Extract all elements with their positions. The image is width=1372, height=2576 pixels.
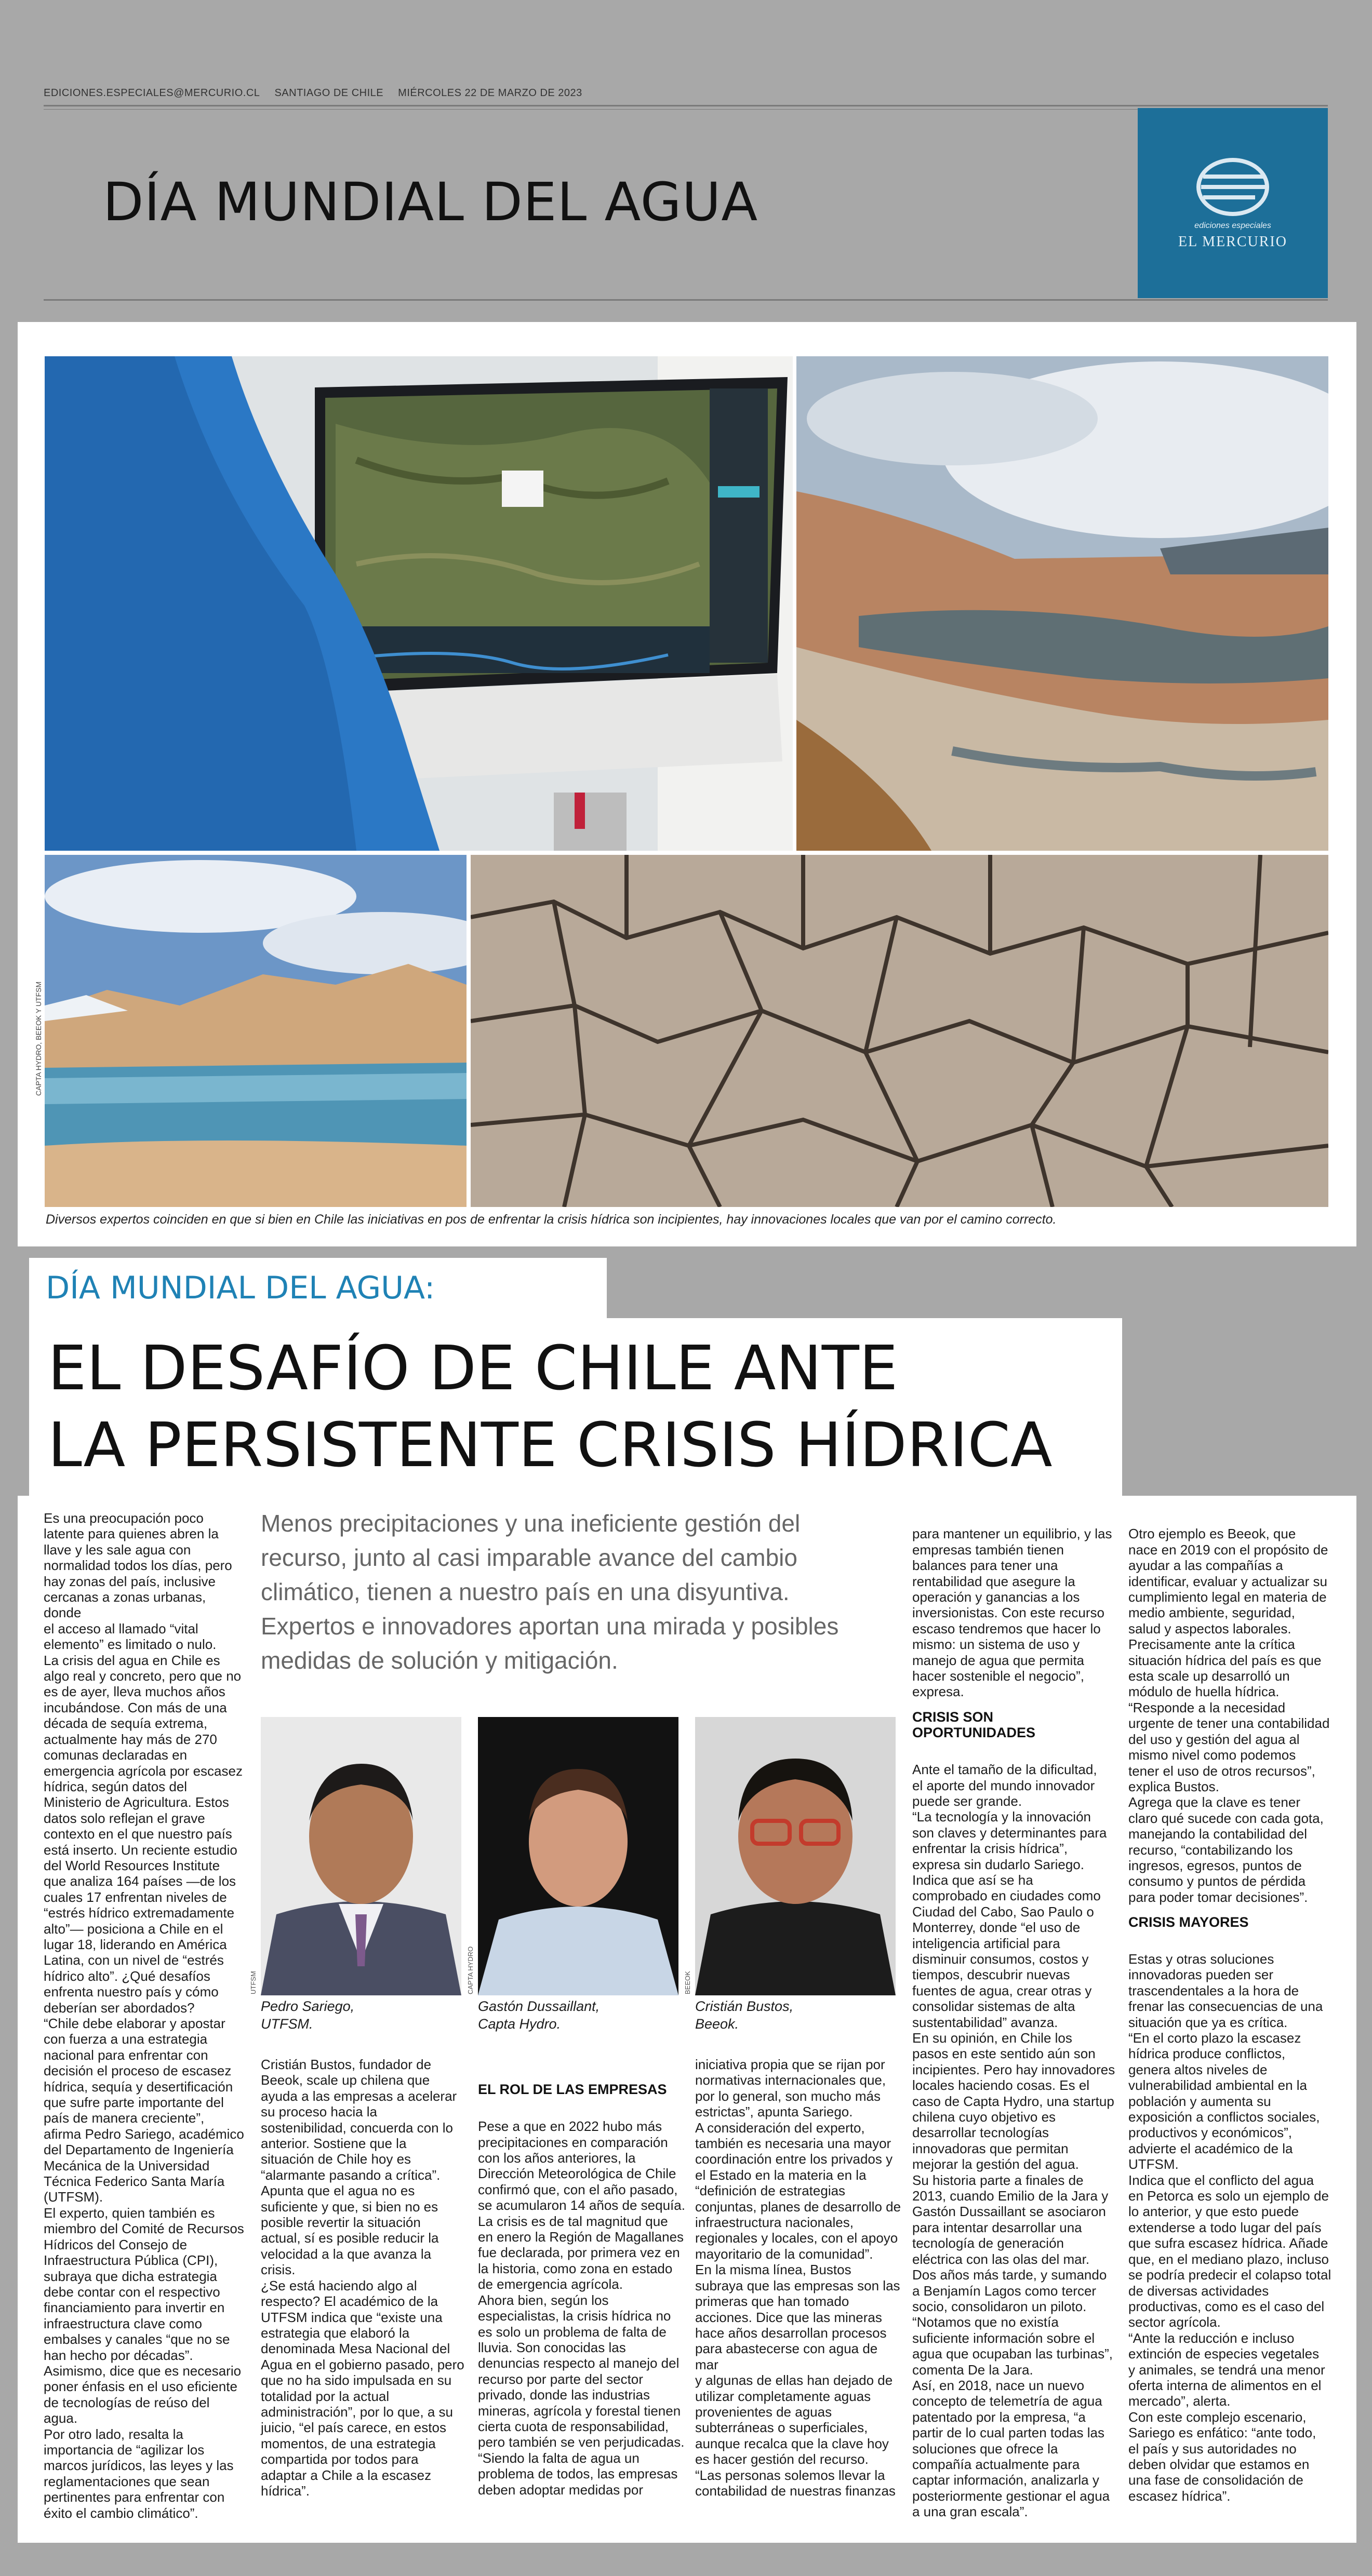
headline-line-1: EL DESAFÍO DE CHILE ANTE <box>48 1332 898 1404</box>
mountain-lake-photo <box>45 855 467 1207</box>
logo-subtitle: ediciones especiales <box>1194 221 1271 230</box>
article-column-1: Es una preocupación poco latente para quienes abren la llave y les sale agua con normalidad todos los días, pero hay zonas del país, inclusive cercanas a zonas urbanas, donde el acceso al llamado “vital elemento” es limitado o nulo. La crisis del agua en Chile es algo real y concreto, pero que no es de ayer, lleva muchos años incubándose. Con más de una década de sequía extrema, actualmente hay más de 270 comunas declaradas en emergencia agrícola por escasez hídrica, según datos del Ministerio de Agricultura. Estos datos solo reflejan el grave contexto en el que nuestro país está inserto. Un reciente estudio del World Resources Institute que analiza 164 países —de los cuales 17 enfrentan niveles de “estrés hídrico extremadamente alto”— posiciona a Chile en el lugar 18, liderando en América Latina, con un nivel de “estrés hídrico alto”. ¿Qué desafíos enfrenta nuestro país y cómo deberían ser abordados? “Chile debe elaborar y apostar con fuerza a una estrategia nacional para enfrentar con decisión el proceso de escasez hídrica, sequía y desertificación que sufre parte importante del país de manera creciente”, afirma Pedro Sariego, académico del Departamento de Ingeniería Mecánica de la Universidad Técnica Federico Santa María (UTFSM). El experto, quien también es miembro del Comité de Recursos Hídricos del Consejo de Infraestructura Pública (CPI), subraya que dicha estrategia debe contar con el respectivo financiamiento para invertir en infraestructura clave como embalses y canales “que no se han hecho por décadas”. Asimismo, dice que es necesario poner énfasis en el uso eficiente de tecnologías de reúso del agua. Por otro lado, resalta la importancia de “agilizar los marcos jurídicos, las leyes y las reglamentaciones que sean pertinentes para enfrentar con éxito el cambio climático”. <box>44 1510 244 2521</box>
portrait-credit-2: CAPTA HYDRO <box>467 1946 474 1994</box>
portrait-credit-1: UTFSM <box>249 1971 257 1994</box>
dateline <box>44 87 594 99</box>
article-column-5-text-a: para mantener un equilibrio, y las empresas también tienen balances para tener una rentabilidad que asegure la operación y ganancias a los inversionistas. Con este recurso escaso tendremos que hacer lo mismo: un sistema de uso y manejo de agua que permita hacer sostenible el negocio”, expresa. <box>912 1526 1112 1700</box>
article-column-3-text: Pese a que en 2022 hubo más precipitaciones en comparación con los años anteriores, la Dirección Meteorológica de Chile confirmó que, con el año pasado, se acumularon 14 años de sequía. La crisis es de tal magnitud que en enero la Región de Magallanes fue declarada, por primera vez en la historia, como zona en estado de emergencia agrícola. Ahora bien, según los especialistas, la crisis hídrica no es solo un problema de falta de lluvia. Son conocidas las denuncias respecto al manejo del recurso por parte del sector privado, donde las industrias mineras, agrícola y forestal tienen cierta cuota de responsabilidad, pero también se ven perjudicadas. “Siendo la falta de agua un problema de todos, las empresas deben adoptar medidas por <box>478 2118 685 2498</box>
article-column-3 <box>478 2057 686 2498</box>
portrait-credit-3: BEEOK <box>684 1971 691 1994</box>
article-column-5-text-b: Ante el tamaño de la dificultad, el aporte del mundo innovador puede ser grande. “La tecnología y la innovación son claves y determinantes para enfrentar la crisis hídrica”, expresa sin dudarlo Sariego. Indica que así se ha comprobado en ciudades como Ciudad del Cabo, Sao Paulo o Monterrey, donde “el uso de inteligencia artificial para disminuir consumos, costos y tiempos, descubrir nuevas fuentes de agua, crear otras y consolidar sistemas de alta sustentabilidad” avanza. En su opinión, en Chile los pasos en este sentido aún son incipientes. Pero hay innovadores locales haciendo cosas. Es el caso de Capta Hydro, una startup chilena cuyo objetivo es desarrollar tecnologías innovadoras que permitan mejorar la gestión del agua. Su historia parte a finales de 2013, cuando Emilio de la Jara y Gastón Dussaillant se asociaron para intentar desarrollar una tecnología de generación eléctrica con las olas del mar. Dos años más tarde, y sumando a Benjamín Lagos como tercer socio, consolidaron un piloto. “Notamos que no existía suficiente información sobre el agua que ocupaban las turbinas”, comenta De la Jara. Así, en 2018, nace un nuevo concepto de telemetría de agua patentado por la empresa, “a partir de lo cual parten todas las soluciones que ofrece la compañía actualmente para captar información, analizarla y posteriormente gestionar el agua a una gran escala”. <box>912 1762 1115 2520</box>
dateline-date: MIÉRCOLES 22 DE MARZO DE 2023 <box>398 87 582 99</box>
article-headline <box>48 1330 1053 1483</box>
dateline-email[interactable]: EDICIONES.ESPECIALES@MERCURIO.CL <box>44 87 260 99</box>
portrait-caption-3 <box>695 1997 793 2033</box>
portrait-1-name: Pedro Sariego, <box>261 1998 355 2014</box>
portrait-bustos <box>695 1717 896 1995</box>
portrait-sariego <box>261 1717 461 1995</box>
photo-caption: Diversos expertos coinciden en que si bien en Chile las iniciativas en pos de enfrentar la crisis hídrica son incipientes, hay innovaciones locales que van por el camino correcto. <box>46 1212 1057 1227</box>
lake-illustration <box>45 855 467 1207</box>
headline-line-2: LA PERSISTENTE CRISIS HÍDRICA <box>48 1409 1053 1481</box>
heading-crisis-mayores: CRISIS MAYORES <box>1128 1914 1249 1930</box>
portrait-3-name: Cristián Bustos, <box>695 1998 794 2014</box>
portrait-sariego-image <box>261 1717 461 1995</box>
heading-rol-empresas: EL ROL DE LAS EMPRESAS <box>478 2082 667 2098</box>
logo-name: EL MERCURIO <box>1178 234 1287 250</box>
portrait-3-org: Beeok. <box>695 2016 739 2032</box>
article-kicker: DÍA MUNDIAL DEL AGUA: <box>46 1270 435 1306</box>
el-mercurio-logo[interactable] <box>1138 108 1328 298</box>
portrait-2-name: Gastón Dussaillant, <box>478 1998 600 2014</box>
dateline-city: SANTIAGO DE CHILE <box>274 87 384 99</box>
portrait-caption-2 <box>478 1997 600 2033</box>
photo-credit: CAPTA HYDRO, BEEOK Y UTFSM <box>34 981 43 1096</box>
portrait-2-org: Capta Hydro. <box>478 2016 561 2032</box>
top-rule-thin <box>44 109 1328 110</box>
portrait-caption-1 <box>261 1997 354 2033</box>
section-title: DÍA MUNDIAL DEL AGUA <box>103 171 758 233</box>
portrait-1-org: UTFSM. <box>261 2016 313 2032</box>
cracked-earth-illustration <box>471 855 1328 1207</box>
monitor-photo <box>45 356 793 851</box>
heading-crisis-oportunidades: CRISIS SON OPORTUNIDADES <box>912 1709 1036 1741</box>
cracked-earth-photo <box>471 855 1328 1207</box>
top-rule <box>44 105 1328 106</box>
article-column-5 <box>912 1510 1120 2520</box>
article-column-6 <box>1128 1510 1336 2504</box>
portrait-dussaillant-image <box>478 1717 678 1995</box>
logo-e-icon <box>1194 156 1272 218</box>
monitor-illustration <box>45 356 793 851</box>
portrait-dussaillant <box>478 1717 678 1995</box>
article-column-4: iniciativa propia que se rijan por normativas internacionales que, por lo general, son mucho más estrictas”, apunta Sariego. A consideración del experto, también es necesaria una mayor coordinación entre los privados y el Estado en la materia en la “definición de estrategias conjuntas, planes de desarrollo de infraestructura nacionales, regionales y locales, con el apoyo mayoritario de la comunidad”. En la misma línea, Bustos subraya que las empresas son las primeras que han tomado acciones. Dice que las mineras hace años desarrollan procesos para abastecerse con agua de mar y algunas de ellas han dejado de utilizar completamente aguas provenientes de aguas subterráneas o superficiales, aunque recalca que la clave hoy es hacer gestión del recurso. “Las personas solemos llevar la contabilidad de nuestras finanzas <box>695 2057 901 2499</box>
reservoir-illustration <box>796 356 1328 851</box>
dry-reservoir-photo <box>796 356 1328 851</box>
article-column-6-text-a: Otro ejemplo es Beeok, que nace en 2019 con el propósito de ayudar a las compañías a identificar, evaluar y actualizar su cumplimiento legal en materia de medio ambiente, seguridad, salud y aspectos laborales. Precisamente ante la crítica situación hídrica del país es que esta scale up desarrolló un módulo de huella hídrica. “Responde a la necesidad urgente de tener una contabilidad del uso y gestión del agua al mismo nivel como podemos tener el uso de otros recursos”, explica Bustos. Agrega que la clave es tener claro qué sucede con cada gota, manejando la contabilidad del recurso, “contabilizando los ingresos, egresos, puntos de consumo y puntos de pérdida para poder tomar decisiones”. <box>1128 1526 1330 1905</box>
article-lead: Menos precipitaciones y una ineficiente gestión del recurso, junto al casi imparable avance del cambio climático, tienen a nuestro país en una disyuntiva. Expertos e innovadores aportan una mirada y posibles medidas de solución y mitigación. <box>261 1510 839 1674</box>
article-column-6-text-b: Estas y otras soluciones innovadoras pueden ser trascendentales a la hora de frenar las consecuencias de una situación que ya es crítica. “En el corto plazo la escasez hídrica produce conflictos, genera altos niveles de vulnerabilidad ambiental en la población y aumenta su exposición a conflictos sociales, productivos y económicos”, advierte el académico de la UTFSM. Indica que el conflicto del agua en Petorca es solo un ejemplo de lo anterior, y que esto puede extenderse a todo lugar del país que sufra escasez hídrica. Añade que, en el mediano plazo, incluso se podría predecir el colapso total de diversas actividades productivas, como es el caso del sector agrícola. “Ante la reducción e incluso extinción de especies vegetales y animales, se tendrá una menor oferta interna de alimentos en el mercado”, alerta. Con este complejo escenario, Sariego es enfático: “ante todo, el país y sus autoridades no deben olvidar que estamos en una fase de consolidación de escasez hídrica”. <box>1128 1951 1331 2504</box>
article-column-2: Cristián Bustos, fundador de Beeok, scale up chilena que ayuda a las empresas a acelerar su proceso hacia la sostenibilidad, concuerda con lo anterior. Sostiene que la situación de Chile hoy es “alarmante pasando a crítica”. Apunta que el agua no es suficiente y que, si bien no es posible revertir la situación actual, sí es posible reducir la velocidad a la que avanza la crisis. ¿Se está haciendo algo al respecto? El académico de la UTFSM indica que “existe una estrategia que elaboró la denominada Mesa Nacional del Agua en el gobierno pasado, pero que no ha sido impulsada en su totalidad por la actual administración”, por lo que, a su juicio, “el país carece, en estos momentos, de una estrategia compartida por todos para adaptar a Chile a la escasez hídrica”. <box>261 2057 464 2499</box>
portrait-bustos-image <box>695 1717 896 1995</box>
section-bottom-rule <box>44 299 1328 301</box>
